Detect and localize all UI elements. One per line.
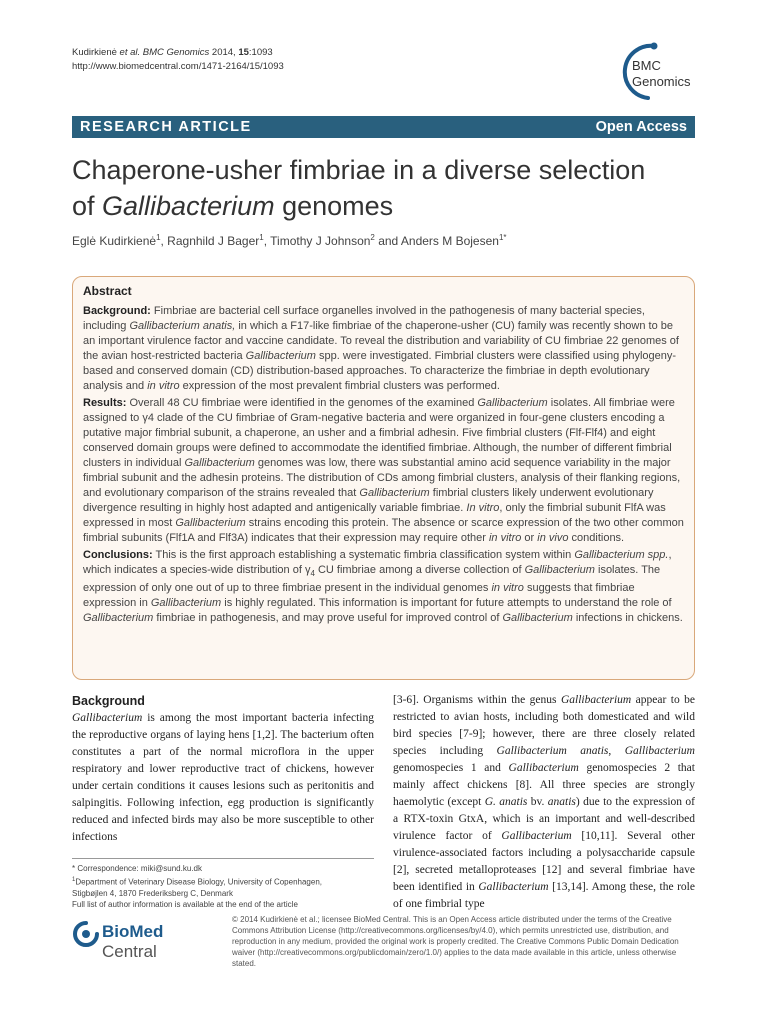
body-italic: G. anatis bbox=[484, 796, 528, 808]
abstract-text: Fimbriae are bacterial cell surface organelles involved in the pathogenesis of many bacterial species, including bbox=[83, 305, 645, 332]
body-italic: Gallibacterium bbox=[508, 762, 579, 774]
abstract-italic: in vivo bbox=[537, 532, 569, 544]
abstract-italic: in vitro bbox=[491, 582, 524, 595]
open-access-label: Open Access bbox=[595, 119, 687, 135]
abstract-italic: Gallibacterium bbox=[477, 397, 548, 409]
citation-pages: :1093 bbox=[248, 47, 273, 58]
affiliation-mark: 1 bbox=[72, 876, 76, 883]
abstract-text: isolates. The expression of only one out of up to three fimbriae present in the individual genomes bbox=[83, 564, 661, 595]
citation-url[interactable]: http://www.biomedcentral.com/1471-2164/15/1093 bbox=[72, 61, 284, 72]
author-affiliation-mark: 2 bbox=[370, 233, 375, 242]
body-italic: Gallibacterium bbox=[560, 694, 632, 706]
abstract-background-label: Background: bbox=[83, 305, 151, 317]
body-paragraph bbox=[72, 710, 374, 846]
abstract-conclusions-label: Conclusions: bbox=[83, 549, 153, 561]
body-text: [3-6]. Organisms within the genus bbox=[393, 694, 561, 706]
article-type: RESEARCH ARTICLE bbox=[80, 119, 252, 135]
body-paragraph bbox=[393, 692, 695, 913]
abstract-box bbox=[72, 276, 695, 680]
article-type-banner bbox=[72, 116, 695, 138]
abstract-heading: Abstract bbox=[83, 284, 132, 298]
author-name: , Ragnhild J Bager bbox=[160, 234, 260, 248]
journal-logo-line2: Genomics bbox=[632, 74, 691, 89]
body-text: [10,11]. Several other virulence-associated factors including a polysaccharide capsule [2], secreted metalloproteases [12] and several fimbriae have been identified in bbox=[393, 830, 695, 893]
abstract-italic: Gallibacterium bbox=[359, 487, 430, 499]
author-name: and Anders M Bojesen bbox=[374, 234, 499, 248]
citation-line bbox=[72, 46, 284, 60]
affiliation-line2: Stigbøjlen 4, 1870 Frederiksberg C, Denmark bbox=[72, 888, 233, 898]
biomed-central-swirl-icon bbox=[72, 920, 100, 948]
affiliation bbox=[72, 875, 374, 888]
abstract-text: fimbrial clusters likely underwent evolutionary divergence resulting in highly host adapted and antigenically variable fimbriae. bbox=[83, 487, 654, 514]
abstract-text: Overall 48 CU fimbriae were identified in the genomes of the examined bbox=[126, 397, 478, 409]
abstract-italic: Gallibacterium bbox=[524, 564, 595, 576]
body-text: [13,14]. Among these, the role of one fimbrial type bbox=[393, 881, 695, 910]
abstract-text: is highly regulated. This information is important for future attempts to understand the role of bbox=[221, 597, 672, 610]
abstract-text: spp. were investigated. Fimbrial clusters were classified using phylogeny-based and conserved domain (CD) distribution-based approaches. To characterize the fimbriae in depth evolutionary analysis and bbox=[83, 350, 677, 392]
abstract-italic: Gallibacterium bbox=[245, 350, 316, 362]
biomed-central-wordmark bbox=[102, 922, 222, 962]
citation-authors: Kudirkienė bbox=[72, 47, 120, 58]
abstract-italic: in vitro bbox=[147, 380, 180, 392]
author-list bbox=[72, 233, 507, 248]
body-text: bv. bbox=[527, 796, 548, 808]
body-italic: Gallibacterium bbox=[501, 830, 572, 842]
abstract-text: This is the first approach establishing a systematic fimbria classification system within bbox=[152, 549, 575, 561]
abstract-text: , only the fimbrial subunit FlfA was expressed in most bbox=[83, 502, 666, 529]
title-line2-suffix: genomes bbox=[274, 191, 394, 221]
abstract-italic: Gallibacterium anatis, bbox=[129, 320, 236, 332]
abstract-text: CU fimbriae among a diverse collection of bbox=[314, 564, 525, 576]
abstract-italic: Gallibacterium bbox=[184, 457, 255, 469]
article-title bbox=[72, 152, 712, 224]
author-affiliation-mark: 1 bbox=[259, 233, 264, 242]
abstract-italic: Gallibacterium bbox=[502, 612, 573, 625]
footnote bbox=[72, 858, 374, 911]
section-heading-background: Background bbox=[72, 694, 145, 708]
abstract-results-label: Results: bbox=[83, 397, 127, 409]
author-name: Eglė Kudirkienė bbox=[72, 234, 157, 248]
author-affiliation-mark: 1* bbox=[498, 233, 507, 242]
body-column-right bbox=[393, 692, 695, 913]
abstract-text: fimbriae in pathogenesis, and may prove useful for improved control of bbox=[153, 612, 503, 625]
title-line1: Chaperone-usher fimbriae in a diverse selection bbox=[72, 155, 646, 185]
citation-year: 2014, bbox=[209, 47, 239, 58]
abstract-subscript: 4 bbox=[310, 569, 315, 579]
affiliation-line1: Department of Veterinary Disease Biology, University of Copenhagen, bbox=[75, 877, 322, 887]
body-text: genomospecies 1 and bbox=[393, 762, 509, 774]
abstract-text: , which indicates a species-wide distribution of γ bbox=[83, 549, 672, 576]
body-italic: Gallibacterium bbox=[72, 712, 143, 724]
citation bbox=[72, 46, 284, 74]
citation-volume: 15 bbox=[238, 47, 249, 58]
abstract-italic: in vitro bbox=[488, 532, 522, 544]
correspondence: * Correspondence: miki@sund.ku.dk bbox=[72, 864, 202, 873]
abstract-italic: Gallibacterium bbox=[175, 517, 246, 529]
abstract-italic: Gallibacterium bbox=[150, 597, 222, 610]
title-line2-genus: Gallibacterium bbox=[102, 191, 275, 221]
body-text: genomospecies 2 that mainly affect chickens [8]. All three species are strongly haemolytic (except bbox=[393, 762, 695, 808]
biomed-central-logo bbox=[72, 918, 222, 961]
body-text: , bbox=[608, 745, 625, 757]
abstract-text: suggests that fimbriae expression in bbox=[83, 582, 635, 610]
abstract-text: in which a F17-like fimbriae of the chaperone-usher (CU) family was recently shown to be an important virulence factor and vaccine candidate. To reveal the distribution and variability of CU fimbriae 22 genomes of the avian host-restricted bacteria bbox=[83, 320, 679, 362]
body-text: appear to be restricted to avian hosts, including both domesticated and wild bird species [7-9]; however, there are three closely related species including bbox=[393, 694, 695, 757]
title-line2-prefix: of bbox=[72, 191, 103, 221]
logo-bio: BioMed bbox=[102, 922, 164, 941]
body-italic: Gallibacterium bbox=[478, 881, 549, 893]
author-name: , Timothy J Johnson bbox=[263, 234, 371, 248]
abstract-text: infections in chickens. bbox=[572, 612, 683, 625]
abstract-background bbox=[83, 304, 684, 394]
citation-journal: et al. BMC Genomics bbox=[119, 47, 210, 58]
body-text: is among the most important bacteria infecting the reproductive organs of laying hens [1,2]. The bacterium often constitutes a part of the normal microflora in the upper respiratory and lower reproductive tract of chickens, however under certain conditions it causes lesions such as peritonitis and salpingitis. Following infection, egg production is significantly reduced and infected birds may also be more susceptible to other infections bbox=[72, 712, 374, 843]
abstract-conclusions bbox=[83, 548, 684, 626]
abstract-italic: In vitro bbox=[466, 502, 500, 514]
abstract-text: genomes was low, there was substantial amino acid sequence variability in the major fimbrial subunit and the adhesin proteins. The distribution of CDs among fimbrial clusters, analysis of their flanking regions, and evolutionary comparison of the strains revealed that bbox=[83, 457, 681, 499]
abstract-text: isolates. All fimbriae were assigned to γ4 clade of the CU fimbriae of Gram-negative bacteria and were organized in four-gene clusters encoding a putative major fimbrial subunit, a chaperone, an usher and a fimbrial adhesin. Five fimbrial clusters (Flf-Flf4) and eight conserved domain groups were defined to accommodate the identified fimbriae. Although, the number of different fimbrial clusters in individual bbox=[83, 397, 675, 469]
body-italic: Gallibacterium bbox=[624, 745, 695, 757]
body-text: ) due to the expression of a RTX-toxin GtxA, which is an important and well-described virulence factor of bbox=[393, 796, 695, 842]
abstract-text: strains encoding this protein. The absence or scarce expression of the two other common fimbrial subunits (Flf1A and Flf3A) indicates that their expression may require other bbox=[83, 517, 684, 544]
abstract-italic: Gallibacterium bbox=[83, 612, 154, 625]
body-italic: Gallibacterium anatis bbox=[496, 745, 609, 757]
body-italic: anatis bbox=[547, 796, 576, 808]
author-affiliation-mark: 1 bbox=[156, 233, 161, 242]
journal-logo-line1: BMC bbox=[632, 58, 661, 73]
abstract-text: conditions. bbox=[568, 532, 625, 544]
journal-logo bbox=[618, 42, 702, 102]
abstract-results bbox=[83, 396, 684, 546]
logo-central: Central bbox=[102, 942, 157, 961]
abstract-text: expression of the most prevalent fimbrial clusters was performed. bbox=[179, 380, 500, 392]
abstract-text: or bbox=[521, 532, 538, 544]
author-info-note: Full list of author information is available at the end of the article bbox=[72, 900, 298, 910]
license-text: © 2014 Kudirkienė et al.; licensee BioMed Central. This is an Open Access article distributed under the terms of the Creative Commons Attribution License (http://creativecommons.org/licenses/by/4.0), which permits unrestricted use, distribution, and reproduction in any medium, provided the original work is properly credited. The Creative Commons Public Domain Dedication waiver (http://creativecommons.org/publicdomain/zero/1.0/) applies to the data made available in this article, unless otherwise stated. bbox=[232, 915, 679, 968]
body-column-left bbox=[72, 692, 374, 846]
abstract-italic: Gallibacterium spp. bbox=[574, 549, 669, 561]
